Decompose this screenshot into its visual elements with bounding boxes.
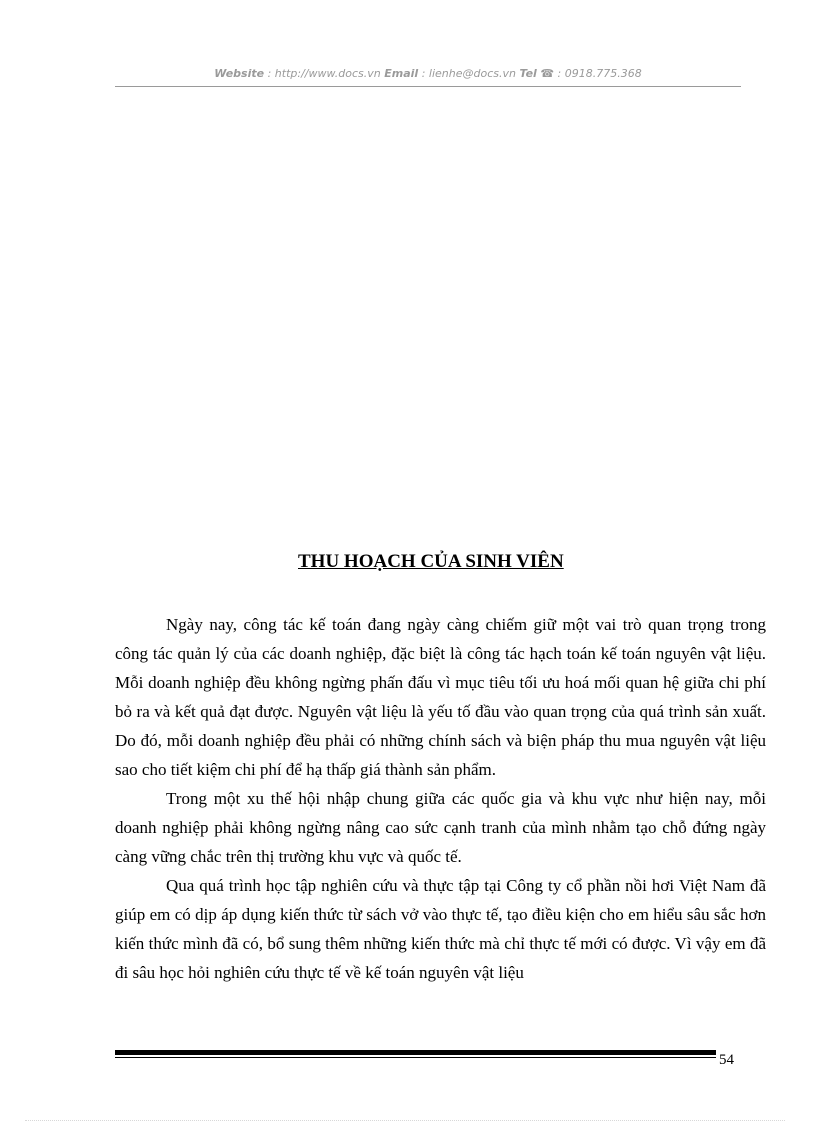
tel-value: : 0918.775.368 (554, 67, 642, 80)
email-value[interactable]: : lienhe@docs.vn (418, 67, 520, 80)
page-header (115, 66, 741, 87)
tel-label: Tel (519, 67, 537, 80)
website-label: Website (214, 67, 265, 80)
paragraph: Ngày nay, công tác kế toán đang ngày càng chiếm giữ một vai trò quan trọng trong công tác quản lý của các doanh nghiệp, đặc biệt là công tác hạch toán kế toán nguyên vật liệu. Mỗi doanh nghiệp đều không ngừng phấn đấu vì mục tiêu tối ưu hoá mối quan hệ giữa chi phí bỏ ra và kết quả đạt được. Nguyên vật liệu là yếu tố đầu vào quan trọng của quá trình sản xuất. Do đó, mỗi doanh nghiệp đều phải có những chính sách và biện pháp thu mua nguyên vật liệu sao cho tiết kiệm chi phí để hạ thấp giá thành sản phẩm. (115, 615, 766, 779)
footer-rule (115, 1050, 716, 1055)
body-text (115, 610, 766, 987)
phone-icon: ☎ (540, 67, 555, 80)
page-bottom-border (25, 1120, 785, 1121)
document-title: THU HOẠCH CỦA SINH VIÊN (298, 551, 564, 572)
page-number: 54 (719, 1052, 734, 1068)
website-value[interactable]: : http://www.docs.vn (264, 67, 385, 80)
paragraph: Qua quá trình học tập nghiên cứu và thực tập tại Công ty cổ phần nồi hơi Việt Nam đã giúp em có dịp áp dụng kiến thức từ sách vở vào thực tế, tạo điều kiện cho em hiểu sâu sắc hơn kiến thức mình đã có, bổ sung thêm những kiến thức mà chỉ thực tế mới có được. Vì vậy em đã đi sâu học hỏi nghiên cứu thực tế về kế toán nguyên vật liệu (115, 876, 766, 982)
paragraph: Trong một xu thế hội nhập chung giữa các quốc gia và khu vực như hiện nay, mỗi doanh nghiệp phải không ngừng nâng cao sức cạnh tranh của mình nhằm tạo chỗ đứng ngày càng vững chắc trên thị trường khu vực và quốc tế. (115, 789, 766, 866)
footer-rule-thin (115, 1057, 716, 1058)
email-label: Email (384, 67, 419, 80)
